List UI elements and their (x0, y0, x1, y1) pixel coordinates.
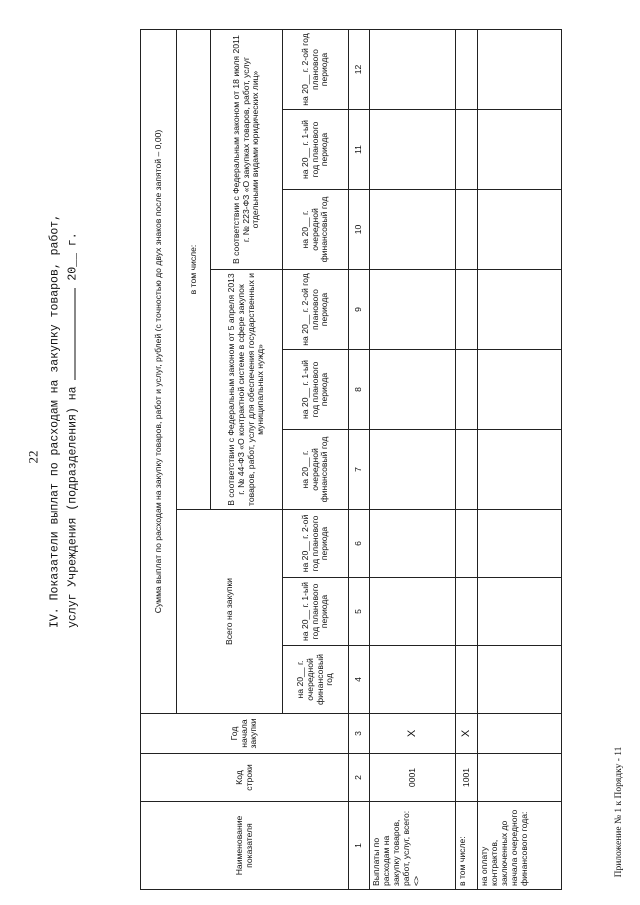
value-cell (478, 646, 562, 714)
header-period-second: на 20__ г. 2-ой год планового периода (283, 30, 349, 110)
header-total: Всего на закупки (177, 510, 283, 714)
heading-suffix: г. (66, 232, 80, 247)
header-period-current: на 20__ г. очередной финансовый год (283, 190, 349, 270)
column-number: 3 (349, 714, 370, 754)
value-cell (456, 190, 478, 270)
header-year: Год начала закупки (141, 714, 349, 754)
heading-blank (64, 288, 76, 380)
value-cell (456, 350, 478, 430)
header-period-first: на 20__ г. 1-ый год планового периода (283, 578, 349, 646)
header-period-current: на 20__ г. очередной финансовый год (283, 430, 349, 510)
header-code: Код строки (141, 754, 349, 802)
value-cell (370, 430, 456, 510)
row-year: X (456, 714, 478, 754)
header-period-second: на 20__ г. 2-ой год планового периода (283, 270, 349, 350)
column-number: 2 (349, 754, 370, 802)
value-cell (456, 430, 478, 510)
value-cell (370, 578, 456, 646)
row-name: Выплаты по расходам на закупку товаров, работ, услуг, всего: <> (370, 802, 456, 890)
value-cell (478, 190, 562, 270)
header-in-that-number: в том числе: (177, 30, 211, 510)
column-number: 12 (349, 30, 370, 110)
heading-line-2: услуг Учреждения (подразделения) на 20__ г. (64, 268, 82, 628)
row-name: в том числе: (456, 802, 478, 890)
value-cell (370, 646, 456, 714)
header-period-first: на 20__ г. 1-ый год планового периода (283, 110, 349, 190)
column-number: 7 (349, 430, 370, 510)
column-number: 6 (349, 510, 370, 578)
row-year (478, 714, 562, 754)
row-code (478, 754, 562, 802)
value-cell (478, 510, 562, 578)
column-number: 10 (349, 190, 370, 270)
heading-line-2-prefix: услуг Учреждения (подразделения) на (66, 386, 80, 628)
value-cell (456, 30, 478, 110)
value-cell (370, 510, 456, 578)
header-name: Наименование показателя (141, 802, 349, 890)
value-cell (370, 350, 456, 430)
heading-line-1: IV. Показатели выплат по расходам на закупку товаров, работ, (48, 213, 62, 628)
value-cell (370, 270, 456, 350)
heading-year-prefix: 20 (66, 266, 80, 281)
value-cell (456, 110, 478, 190)
column-number: 11 (349, 110, 370, 190)
column-number: 1 (349, 802, 370, 890)
column-number: 9 (349, 270, 370, 350)
row-year: X (370, 714, 456, 754)
column-number: 5 (349, 578, 370, 646)
page-number: 22 (25, 450, 41, 464)
table-row (370, 30, 456, 890)
header-period-current: на 20__ г. очередной финансовый год (283, 646, 349, 714)
column-number: 8 (349, 350, 370, 430)
value-cell (456, 578, 478, 646)
value-cell (478, 30, 562, 110)
header-fz223: В соответствии с Федеральным законом от 18 июля 2011 г. № 223-ФЗ «О закупках товаров, работ, услуг отдельными видами юридических лиц» (211, 30, 283, 270)
value-cell (456, 510, 478, 578)
value-cell (478, 270, 562, 350)
value-cell (478, 430, 562, 510)
value-cell (370, 110, 456, 190)
table-row (478, 30, 562, 890)
value-cell (478, 350, 562, 430)
header-group: Сумма выплат по расходам на закупку товаров, работ и услуг, рублей (с точностью до двух знаков после запятой – 0,00) (141, 30, 177, 714)
payments-table (140, 30, 628, 890)
value-cell (370, 190, 456, 270)
value-cell (456, 646, 478, 714)
column-number: 4 (349, 646, 370, 714)
row-name: на оплату контрактов, заключенных до начала очередного финансового года: (478, 802, 562, 890)
section-heading (47, 213, 82, 628)
row-code: 0001 (370, 754, 456, 802)
header-period-second: на 20__ г. 2-ой год планового периода (283, 510, 349, 578)
row-code: 1001 (456, 754, 478, 802)
header-period-first: на 20__ г. 1-ый год планового периода (283, 350, 349, 430)
table-row (456, 30, 478, 890)
value-cell (370, 30, 456, 110)
value-cell (478, 578, 562, 646)
header-fz44: В соответствии с Федеральным законом от 5 апреля 2013 г. № 44-ФЗ «О контрактной системе в сфере закупок товаров, работ, услуг для обеспечения государственных и муниципальных нужд» (211, 270, 283, 510)
value-cell (456, 270, 478, 350)
value-cell (478, 110, 562, 190)
footer-note: Приложение № 1 к Порядку - 11 (614, 746, 624, 878)
